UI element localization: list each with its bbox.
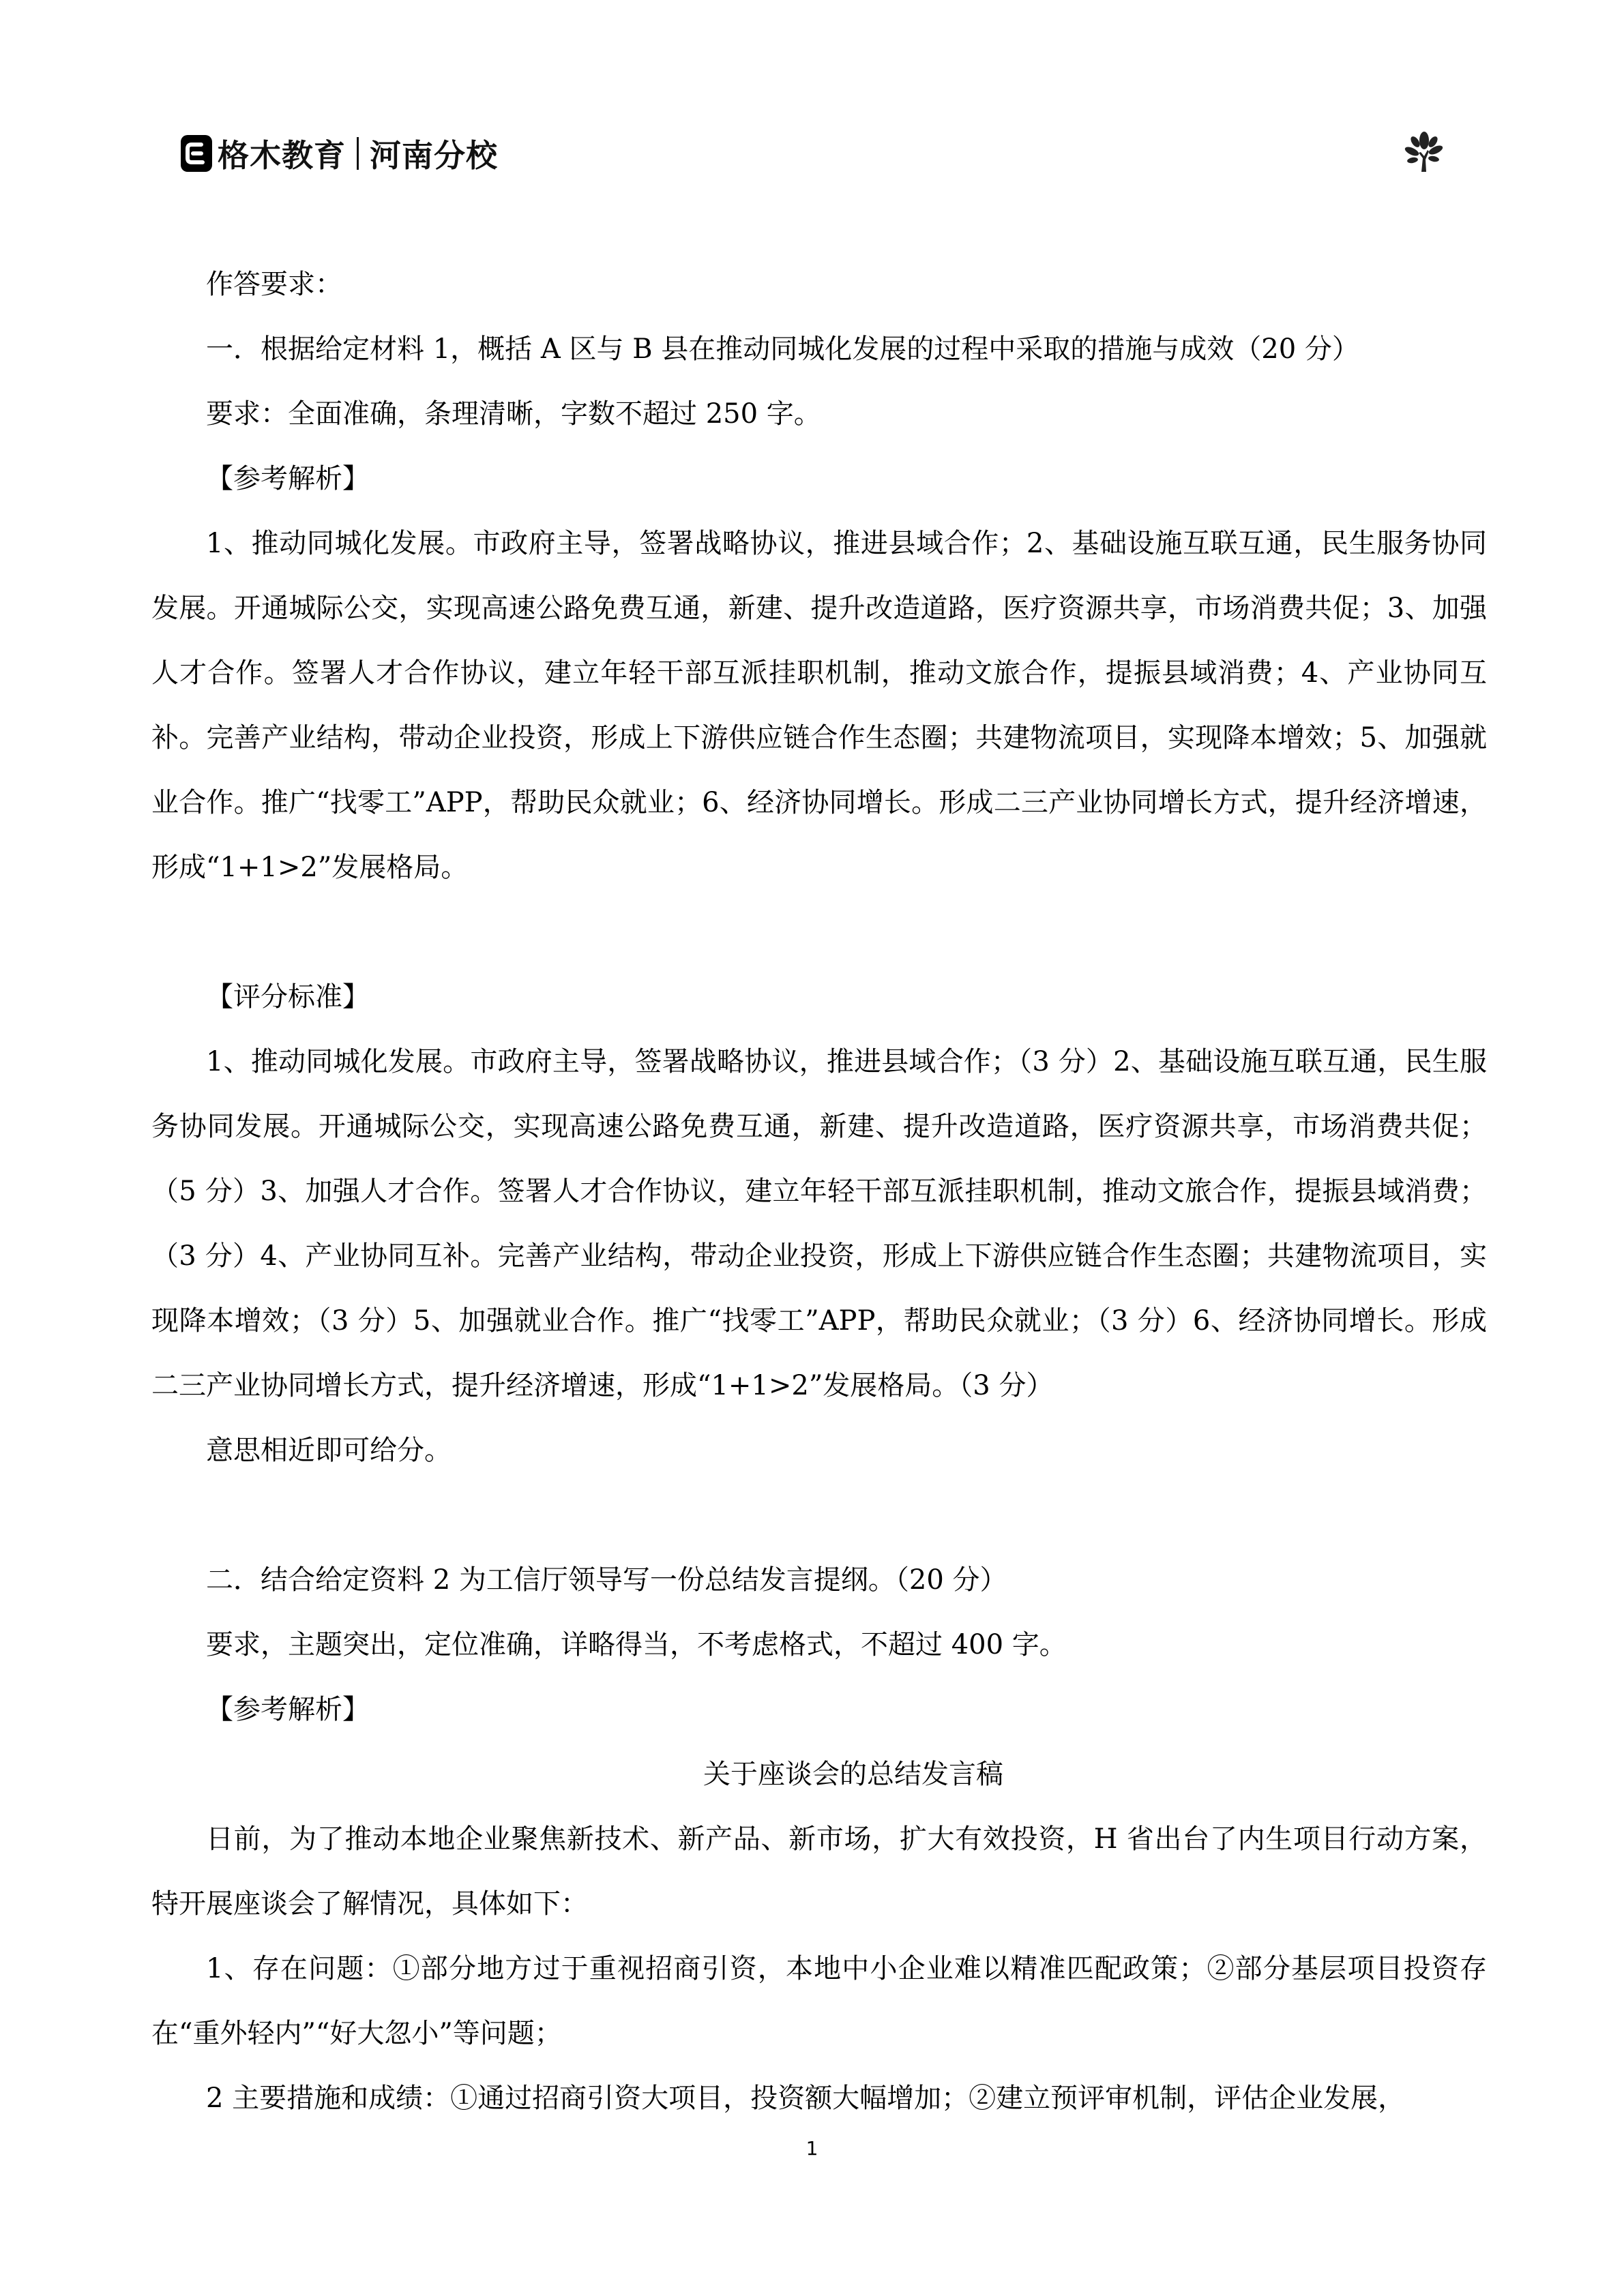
question-1-requirement: 要求：全面准确，条理清晰，字数不超过 250 字。: [206, 398, 821, 430]
question-1-scoring-note: 意思相近即可给分。: [206, 1435, 452, 1466]
question-1-reference-answer: 1、推动同城化发展。市政府主导，签署战略协议，推进县域合作；2、基础设施互联互通，民生服务协同发展。开通城际公交，实现高速公路免费互通，新建、提升改造道路，医疗资源共享，市场消费共促；3、加强人才合作。签署人才合作协议，建立年轻干部互派挂职机制，推动文旅合作，提振县域消费；4、产业协同互补。完善产业结构，带动企业投资，形成上下游供应链合作生态圈；共建物流项目，实现降本增效；5、加强就业合作。推广“找零工”APP，帮助民众就业；6、经济协同增长。形成二三产业协同增长方式，提升经济增速，形成“1+1>2”发展格局。: [151, 528, 1487, 883]
document-body: [151, 252, 1487, 2131]
page-number: 1: [806, 2137, 818, 2160]
header-divider: [357, 137, 359, 170]
speech-paragraph: 2 主要措施和成绩：①通过招商引资大项目，投资额大幅增加；②建立预评审机制，评估企业发展，: [206, 2083, 1406, 2114]
tree-icon: [1404, 131, 1445, 173]
spacer: [151, 1483, 1487, 1548]
question-2-requirement: 要求，主题突出，定位准确，详略得当，不考虑格式，不超过 400 字。: [206, 1629, 1067, 1660]
speech-paragraph: 1、存在问题：①部分地方过于重视招商引资，本地中小企业难以精准匹配政策；②部分基层项目投资存在“重外轻内”“好大忽小”等问题；: [151, 1953, 1487, 2049]
speech-title: 关于座谈会的总结发言稿: [703, 1759, 1003, 1790]
branch-name: 河南分校: [370, 137, 498, 174]
question-1-scoring-heading: 【评分标准】: [206, 981, 370, 1013]
speech-paragraph: 日前，为了推动本地企业聚焦新技术、新产品、新市场，扩大有效投资，H 省出台了内生项目行动方案，特开展座谈会了解情况，具体如下：: [151, 1823, 1487, 1920]
answer-requirements-label: 作答要求：: [206, 269, 342, 300]
page-header: [181, 130, 498, 177]
question-2-reference-heading: 【参考解析】: [206, 1694, 370, 1725]
question-2-prompt: 二．结合给定资料 2 为工信厅领导写一份总结发言提纲。（20 分）: [206, 1564, 1007, 1596]
question-1-scoring-text: 1、推动同城化发展。市政府主导，签署战略协议，推进县域合作；（3 分）2、基础设施互联互通，民生服务协同发展。开通城际公交，实现高速公路免费互通，新建、提升改造道路，医疗资源共享，市场消费共促；（5 分）3、加强人才合作。签署人才合作协议，建立年轻干部互派挂职机制，推动文旅合作，提振县域消费；（3 分）4、产业协同互补。完善产业结构，带动企业投资，形成上下游供应链合作生态圈；共建物流项目，实现降本增效；（3 分）5、加强就业合作。推广“找零工”APP，帮助民众就业；（3 分）6、经济协同增长。形成二三产业协同增长方式，提升经济增速，形成“1+1>2”发展格局。（3 分）: [151, 1046, 1487, 1401]
brand-e-logo-icon: [181, 135, 212, 172]
question-1-prompt: 一．根据给定材料 1，概括 A 区与 B 县在推动同城化发展的过程中采取的措施与成效（20 分）: [206, 333, 1359, 365]
spacer: [151, 900, 1487, 965]
question-1-reference-heading: 【参考解析】: [206, 463, 370, 494]
brand-name: 格木教育: [218, 137, 346, 174]
